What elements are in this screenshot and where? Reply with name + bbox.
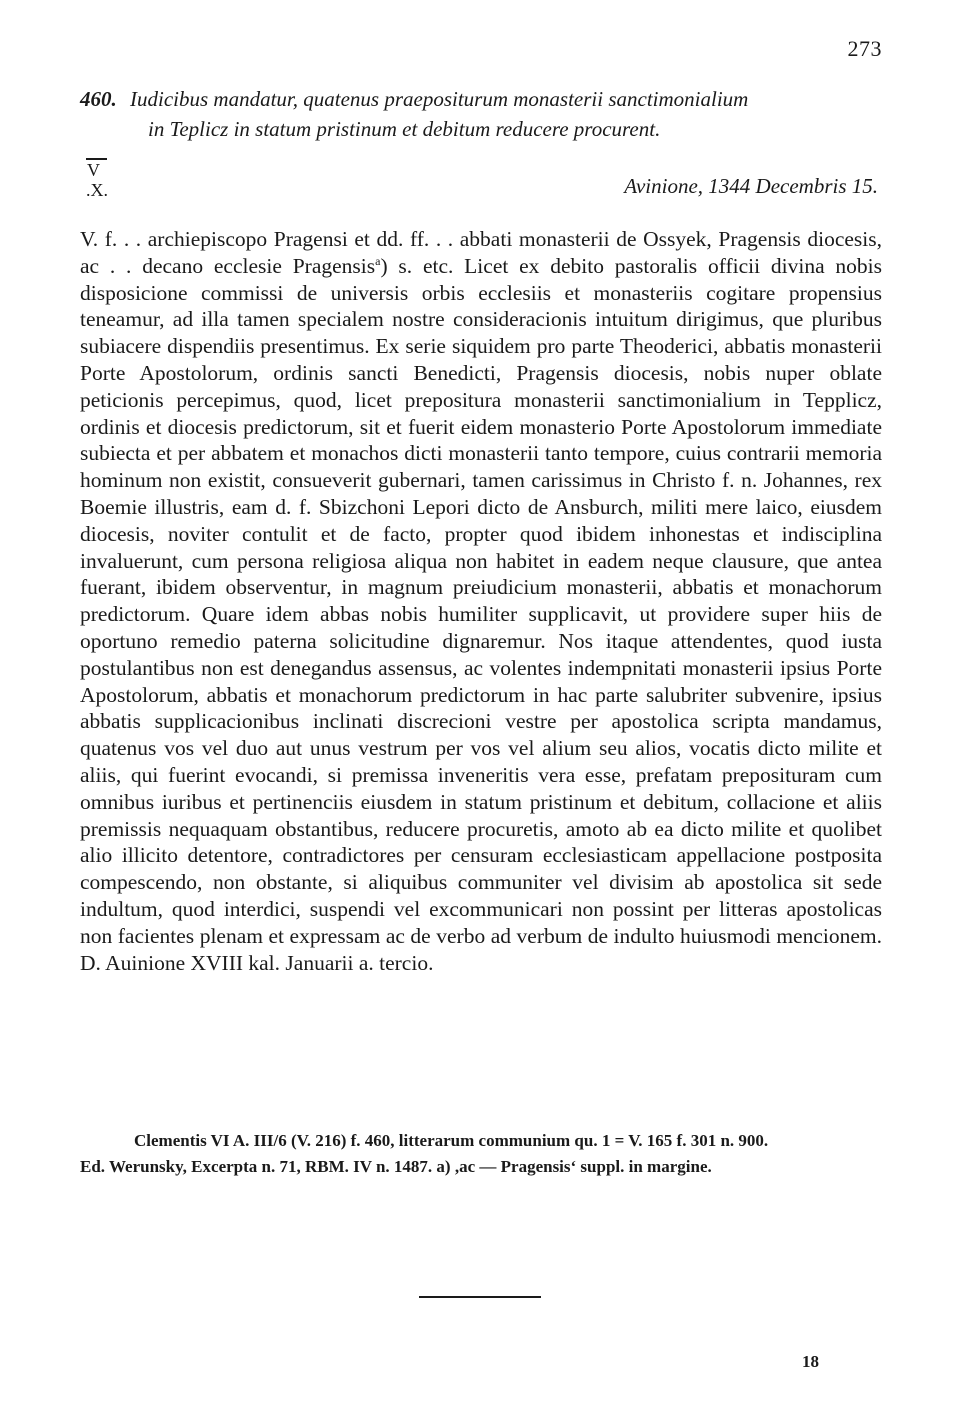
register-siglum bbox=[86, 158, 126, 200]
body-text-part2: ) s. etc. Licet ex debito pastoralis officii divina nobis disposicione commissi de universis orbis ecclesiis et monasteriis cogitare propensius teneamur, ad illa tamen specialem nostre consideracionis intuitum dirigimus, que pluribus subiacere dispendiis presentimus. Ex serie siquidem pro parte Theoderici, abbatis monasterii Porte Apostolorum, ordinis sancti Benedicti, Pragensis diocesis, nobis nuper oblate peticionis percepimus, quod, licet prepositura monasterii sanctimonialium in Tepplicz, ordinis et diocesis predictorum, sit et fuerit eidem monasterio Porte Apostolorum immediate subiecta et per abbatem et monachos dicti monasterii tanto tempore, cuius contrarii memoria hominum non existit, consueverit gubernari, tamen carissimus in Christo f. n. Johannes, rex Boemie illustris, eam d. f. Sbizchoni Lepori dicto de Ansburch, militi mere laico, eiusdem diocesis, noviter contulit et de facto, propter quod ibidem inhonestas et indisciplina invaluerunt, cum persona religiosa aliqua non habitet in eadem neque clausure, que antea fuerant, ibidem observentur, in magnum preiudicium monasterii, abbatis et monachorum predictorum. Quare idem abbas nobis humiliter supplicavit, ut providere super hiis de oportuno remedio paterna solicitudine dignaremur. Nos itaque attendentes, quod iusta postulantibus non est denegandus assensus, ac volentes indempnitati monasterii ipsius Porte Apostolorum, abbatis et monachorum predictorum in hac parte salubriter subvenire, ipsius abbatis supplicacionibus inclinati discrecioni vestre per apostolica scripta mandamus, quatenus vos vel duo aut unus vestrum per vos vel alium seu alios, vocatis dicto milite et aliis, qui fuerint evocandi, si premissa inveneritis vera esse, prefatam preposituram cum omnibus iuribus et pertinenciis eiusdem in statum pristinum et debitum, collacione et aliis premissis nequaquam obstantibus, reducere procuretis, amoto ab ea dicto milite et quolibet alio illicito detentore, contradictores per censuram ecclesiasticam appellacione postposita compescendo, non obstante, si aliquibus communiter vel divisim ab apostolica sit sede indultum, quod interdici, suspendi vel excommunicari non possint per litteras apostolicas non facientes plenam et expressam ac de verbo ad verbum de indulto huiusmodi mencionem. D. Auinione XVIII kal. Januarii a. tercio. bbox=[80, 253, 883, 975]
entry-title-line1: Iudicibus mandatur, quatenus praepositurum monasterii sanctimonialium bbox=[130, 87, 749, 111]
place-date: Avinione, 1344 Decembris 15. bbox=[624, 174, 878, 198]
document-body bbox=[80, 226, 882, 976]
entry-title-line2: in Teplicz in statum pristinum et debitum reducere procurent. bbox=[148, 117, 661, 141]
apparatus-line1: Clementis VI A. III/6 (V. 216) f. 460, litterarum communium qu. 1 = V. 165 f. 301 n. 900. bbox=[134, 1131, 769, 1150]
apparatus-line2: Ed. Werunsky, Excerpta n. 71, RBM. IV n. 1487. a) ,ac — Pragensis‘ suppl. in margine. bbox=[80, 1157, 712, 1176]
section-divider bbox=[419, 1296, 541, 1298]
footnote-mark: a bbox=[375, 253, 381, 268]
entry-heading bbox=[80, 84, 886, 144]
siglum-bottom: .X. bbox=[86, 180, 108, 200]
body-text-part1: V. f. . . archiepiscopo Pragensi et dd. ff. . . abbati monasterii de Ossyek, Pragensis diocesis, ac . . decano ecclesie Pragensis bbox=[80, 227, 882, 278]
siglum-top: V bbox=[86, 158, 107, 180]
critical-apparatus bbox=[80, 1128, 886, 1180]
page-number: 273 bbox=[847, 36, 882, 61]
entry-number: 460. bbox=[80, 87, 117, 111]
sheet-signature: 18 bbox=[802, 1352, 819, 1371]
